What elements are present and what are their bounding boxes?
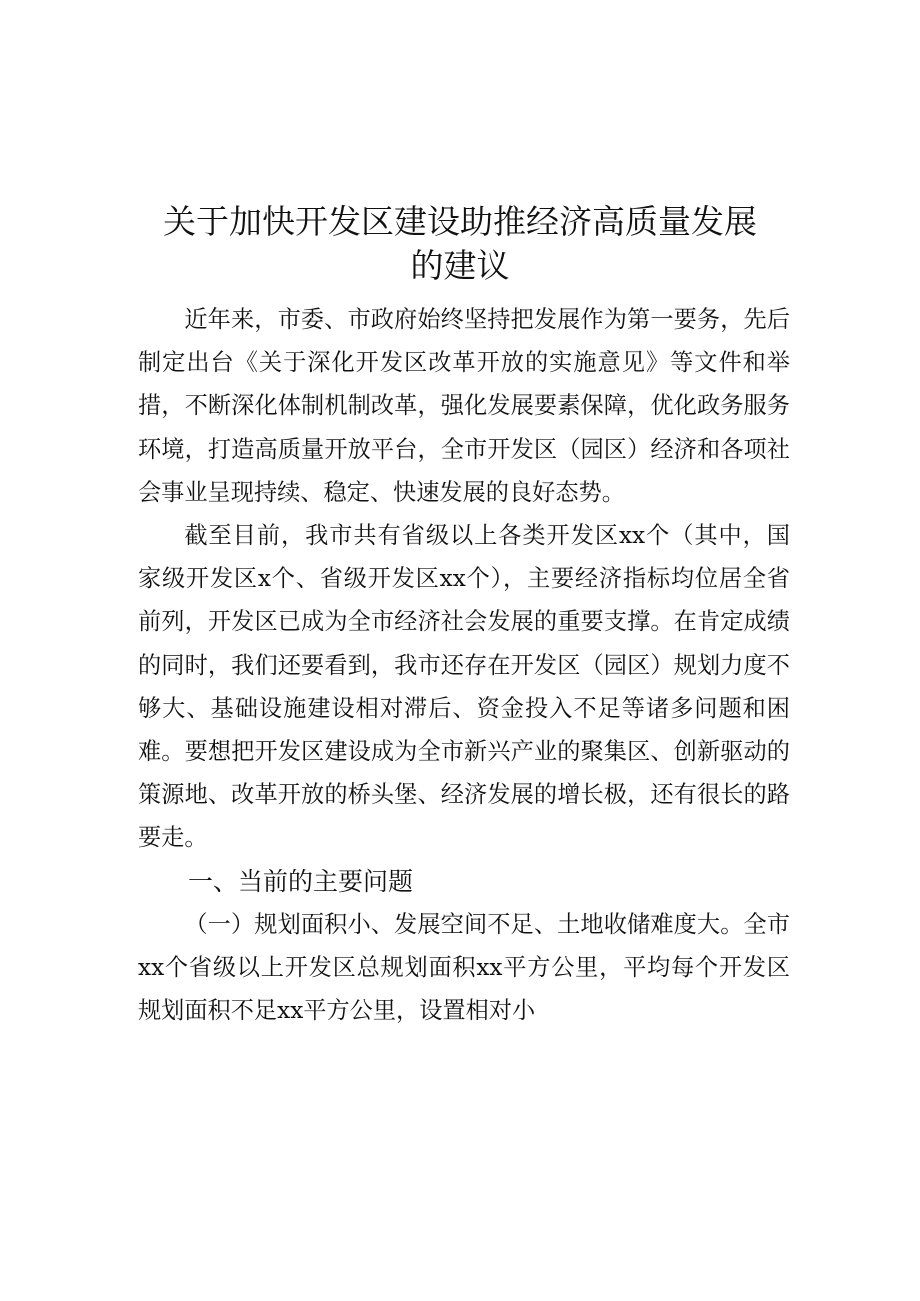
body-paragraph: 截至目前，我市共有省级以上各类开发区xx个（其中，国家级开发区x个、省级开发区xx个），主要经济指标均位居全省前列，开发区已成为全市经济社会发展的重要支撑。在肯定成绩的同时，我们还要看到，我市还存在开发区（园区）规划力度不够大、基础设施建设相对滞后、资金投入不足等诸多问题和困难。要想把开发区建设成为全市新兴产业的聚集区、创新驱动的策源地、改革开放的桥头堡、经济发展的增长极，还有很长的路要走。 <box>138 522 790 852</box>
document-title-line2: 的建议 <box>410 246 510 285</box>
section-heading: 一、当前的主要问题 <box>188 866 414 896</box>
document-body <box>138 298 790 1032</box>
document-title-line1: 关于加快开发区建设助推经济高质量发展 <box>163 202 757 241</box>
body-paragraph: 近年来，市委、市政府始终坚持把发展作为第一要务，先后制定出台《关于深化开发区改革开放的实施意见》等文件和举措，不断深化体制机制改革，强化发展要素保障，优化政务服务环境，打造高质量开放平台，全市开发区（园区）经济和各项社会事业呈现持续、稳定、快速发展的良好态势。 <box>138 306 790 506</box>
body-paragraph: （一）规划面积小、发展空间不足、土地收储难度大。全市xx个省级以上开发区总规划面积xx平方公里，平均每个开发区规划面积不足xx平方公里，设置相对小 <box>138 910 790 1025</box>
